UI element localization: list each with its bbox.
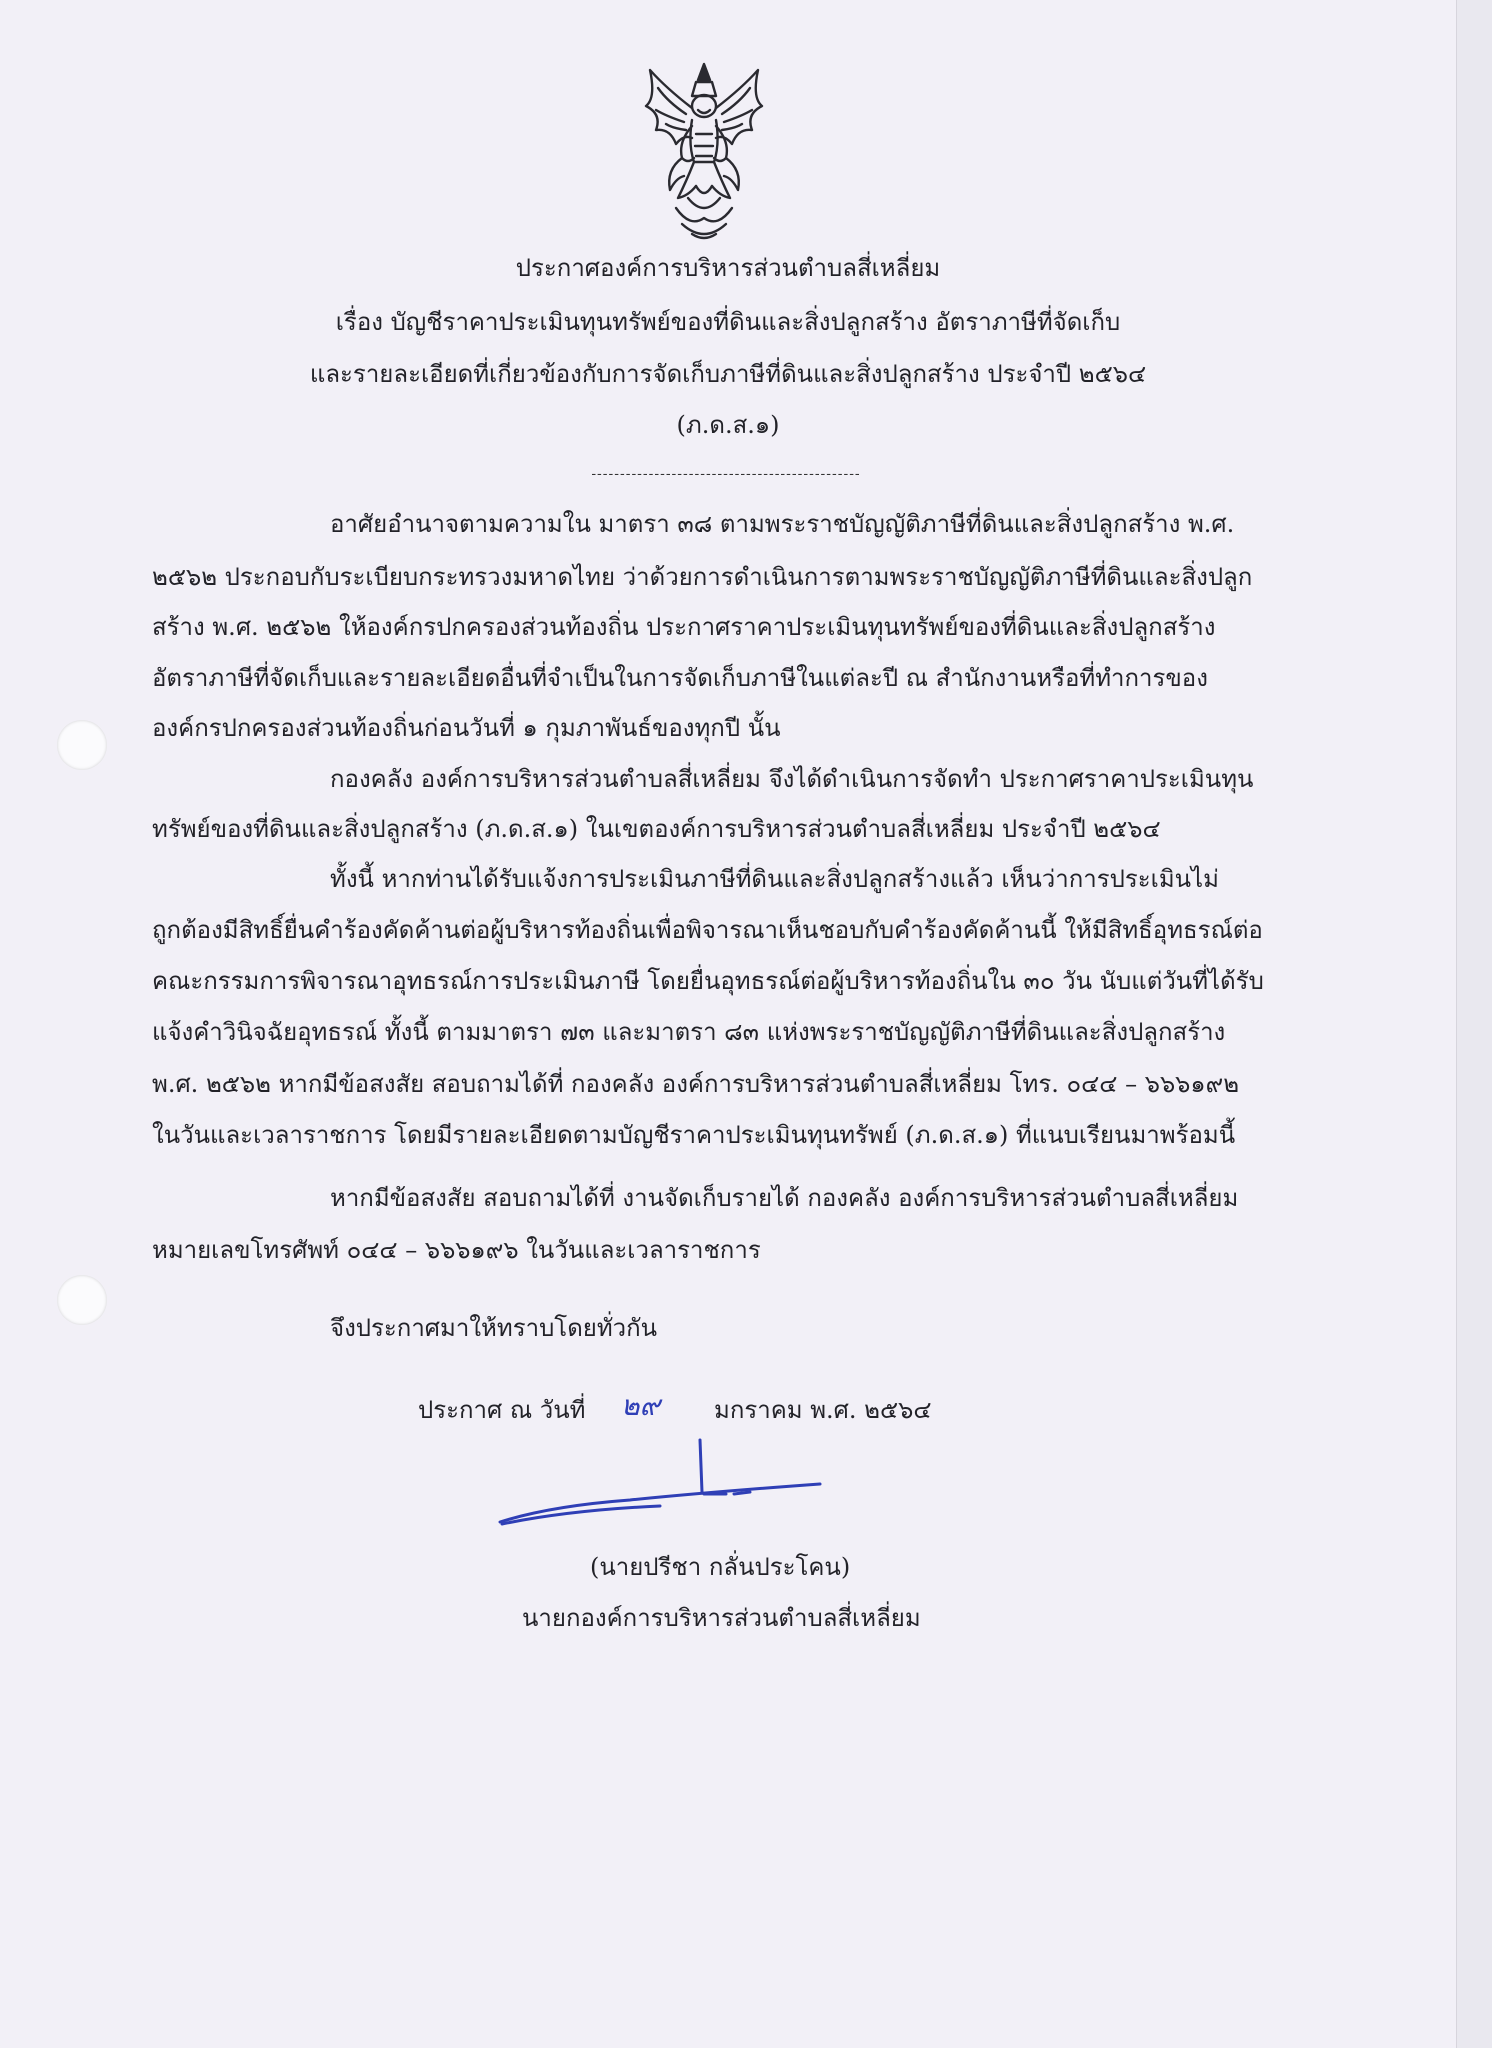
form-code: (ภ.ด.ส.๑) xyxy=(676,411,780,439)
date-prefix: ประกาศ ณ วันที่ xyxy=(418,1396,586,1424)
body-line: องค์กรปกครองส่วนท้องถิ่นก่อนวันที่ ๑ กุมภาพันธ์ของทุกปี นั้น xyxy=(152,714,781,742)
body-line: ๒๕๖๒ ประกอบกับระเบียบกระทรวงมหาดไทย ว่าด้วยการดำเนินการตามพระราชบัญญัติภาษีที่ดินและสิ่งปลูก xyxy=(152,563,1253,591)
signer-name: (นายปรีชา กลั่นประโคน) xyxy=(590,1553,851,1581)
closing-line: จึงประกาศมาให้ทราบโดยทั่วกัน xyxy=(330,1314,658,1342)
handwritten-signature-icon xyxy=(490,1430,830,1540)
body-line: อัตราภาษีที่จัดเก็บและรายละเอียดอื่นที่จำเป็นในการจัดเก็บภาษีในแต่ละปี ณ สำนักงานหรือที่ทำการของ xyxy=(152,664,1208,692)
signer-title: นายกองค์การบริหารส่วนตำบลสี่เหลี่ยม xyxy=(522,1604,921,1632)
body-line: อาศัยอำนาจตามความใน มาตรา ๓๘ ตามพระราชบัญญัติภาษีที่ดินและสิ่งปลูกสร้าง พ.ศ. xyxy=(330,510,1235,538)
body-line: แจ้งคำวินิจฉัยอุทธรณ์ ทั้งนี้ ตามมาตรา ๗๓ และมาตรา ๘๓ แห่งพระราชบัญญัติภาษีที่ดินและสิ่งปลูกสร้าง xyxy=(152,1018,1226,1046)
subject-line-2: และรายละเอียดที่เกี่ยวข้องกับการจัดเก็บภาษีที่ดินและสิ่งปลูกสร้าง ประจำปี ๒๕๖๔ xyxy=(309,360,1147,388)
garuda-emblem-icon xyxy=(636,58,772,246)
subject-line-1: เรื่อง บัญชีราคาประเมินทุนทรัพย์ของที่ดินและสิ่งปลูกสร้าง อัตราภาษีที่จัดเก็บ xyxy=(335,308,1121,336)
punch-hole-icon xyxy=(57,720,107,770)
body-line: พ.ศ. ๒๕๖๒ หากมีข้อสงสัย สอบถามได้ที่ กองคลัง องค์การบริหารส่วนตำบลสี่เหลี่ยม โทร. ๐๔๔ – ๖๖๖๑๙๒ xyxy=(152,1070,1240,1098)
body-line: คณะกรรมการพิจารณาอุทธรณ์การประเมินภาษี โดยยื่นอุทธรณ์ต่อผู้บริหารท้องถิ่นใน ๓๐ วัน นับแต่วันที่ได้รับ xyxy=(152,967,1264,995)
body-line: ทั้งนี้ หากท่านได้รับแจ้งการประเมินภาษีที่ดินและสิ่งปลูกสร้างแล้ว เห็นว่าการประเมินไม่ xyxy=(330,865,1219,893)
body-line: ในวันและเวลาราชการ โดยมีรายละเอียดตามบัญชีราคาประเมินทุนทรัพย์ (ภ.ด.ส.๑) ที่แนบเรียนมาพร้อมนี้ xyxy=(152,1121,1236,1149)
body-line: ทรัพย์ของที่ดินและสิ่งปลูกสร้าง (ภ.ด.ส.๑) ในเขตองค์การบริหารส่วนตำบลสี่เหลี่ยม ประจำปี ๒๕๖๔ xyxy=(152,815,1161,843)
body-line: กองคลัง องค์การบริหารส่วนตำบลสี่เหลี่ยม จึงได้ดำเนินการจัดทำ ประกาศราคาประเมินทุน xyxy=(330,765,1254,793)
divider: ----------------------------------------------- xyxy=(591,466,861,482)
announcement-title: ประกาศองค์การบริหารส่วนตำบลสี่เหลี่ยม xyxy=(515,254,941,282)
body-line: หากมีข้อสงสัย สอบถามได้ที่ งานจัดเก็บรายได้ กองคลัง องค์การบริหารส่วนตำบลสี่เหลี่ยม xyxy=(330,1184,1239,1212)
handwritten-day: ๒๙ xyxy=(621,1389,660,1422)
body-line: ถูกต้องมีสิทธิ์ยื่นคำร้องคัดค้านต่อผู้บริหารท้องถิ่นเพื่อพิจารณาเห็นชอบกับคำร้องคัดค้านนี้ ให้มีสิทธิ์อุทธรณ์ต่อ xyxy=(152,916,1263,944)
date-suffix: มกราคม พ.ศ. ๒๕๖๔ xyxy=(714,1396,932,1424)
body-line: สร้าง พ.ศ. ๒๕๖๒ ให้องค์กรปกครองส่วนท้องถิ่น ประกาศราคาประเมินทุนทรัพย์ของที่ดินและสิ่งปลูกสร้าง xyxy=(152,613,1216,641)
punch-hole-icon xyxy=(57,1275,107,1325)
body-line: หมายเลขโทรศัพท์ ๐๔๔ – ๖๖๖๑๙๖ ในวันและเวลาราชการ xyxy=(152,1236,761,1264)
